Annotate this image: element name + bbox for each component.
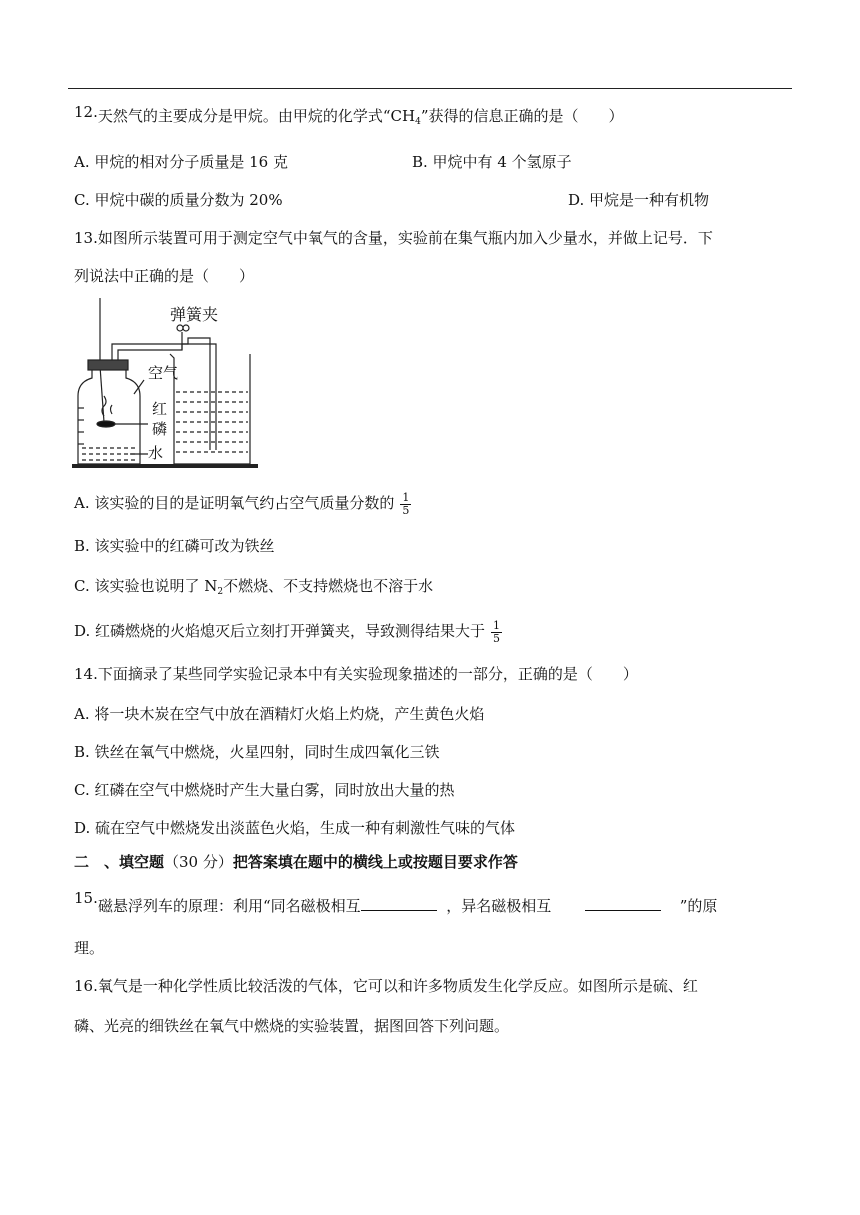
label-water: 水	[148, 444, 164, 462]
label-red: 红	[152, 400, 168, 418]
answer-blank-1[interactable]	[361, 896, 437, 911]
label-phosphorus: 磷	[152, 420, 168, 438]
spoon-handle	[100, 366, 104, 422]
q12-option-d: D. 甲烷是一种有机物	[568, 191, 710, 209]
q13-option-a: A. 该实验的目的是证明氧气约占空气质量分数的 $\frac{1}{5}$	[74, 491, 410, 517]
fraction-one-fifth-a: $\frac{1}{5}$	[402, 491, 410, 517]
gas-bottle	[78, 370, 140, 464]
q14-option-a: A. 将一块木炭在空气中放在酒精灯火焰上灼烧，产生黄色火焰	[74, 705, 485, 723]
q15-text: 磁悬浮列车的原理：利用“同名磁极相互 ，异名磁极相互 ”的原	[98, 897, 718, 915]
q16-line2: 磷、光亮的细铁丝在氧气中燃烧的实验装置，据图回答下列问题。	[74, 1017, 510, 1035]
label-spring-clamp: 弹簧夹	[170, 305, 219, 324]
q15-number: 15.	[74, 889, 98, 907]
q12-option-c: C. 甲烷中碳的质量分数为 20%	[74, 191, 283, 209]
q13-stem-line1: 13.如图所示装置可用于测定空气中氧气的含量，实验前在集气瓶内加入少量水，并做上记号．下	[74, 229, 713, 247]
red-phosphorus	[97, 421, 115, 427]
q15-line2: 理。	[74, 939, 105, 957]
q14-option-c: C. 红磷在空气中燃烧时产生大量白雾，同时放出大量的热	[74, 781, 455, 799]
q13-option-d: D. 红磷燃烧的火焰熄灭后立刻打开弹簧夹，导致测得结果大于 $\frac{1}{5}$	[74, 619, 501, 645]
q13-option-b: B. 该实验中的红磷可改为铁丝	[74, 537, 275, 555]
q14-stem: 14.下面摘录了某些同学实验记录本中有关实验现象描述的一部分，正确的是（ ）	[74, 665, 638, 683]
table-base	[72, 464, 258, 468]
q12-option-a: A. 甲烷的相对分子质量是 16 克	[74, 153, 288, 171]
q13-option-c: C. 该实验也说明了 $N_2$不燃烧、不支持燃烧也不溶于水	[74, 577, 434, 597]
q13-apparatus-figure	[70, 298, 270, 470]
section-two-heading: 二 、填空题（30 分）把答案填在题中的横线上或按题目要求作答	[74, 853, 518, 871]
stopper	[88, 360, 128, 370]
q14-option-b: B. 铁丝在氧气中燃烧，火星四射，同时生成四氧化三铁	[74, 743, 440, 761]
q12-number: 12.	[74, 103, 98, 121]
q15-line1	[74, 889, 98, 912]
q13-stem-line2: 列说法中正确的是（ ）	[74, 267, 255, 285]
answer-blank-2[interactable]	[585, 896, 661, 911]
q14-option-d: D. 硫在空气中燃烧发出淡蓝色火焰，生成一种有刺激性气味的气体	[74, 819, 516, 837]
q12-stem: 12.天然气的主要成分是甲烷。由甲烷的化学式“$CH_4$”获得的信息正确的是（ ）	[74, 103, 624, 127]
q16-line1: 16.氧气是一种化学性质比较活泼的气体，它可以和许多物质发生化学反应。如图所示是硫、红	[74, 977, 698, 995]
q12-option-b: B. 甲烷中有 4 个氢原子	[412, 153, 572, 171]
header-rule	[68, 88, 792, 89]
fraction-one-fifth-d: $\frac{1}{5}$	[493, 619, 501, 645]
label-air: 空气	[148, 364, 179, 382]
